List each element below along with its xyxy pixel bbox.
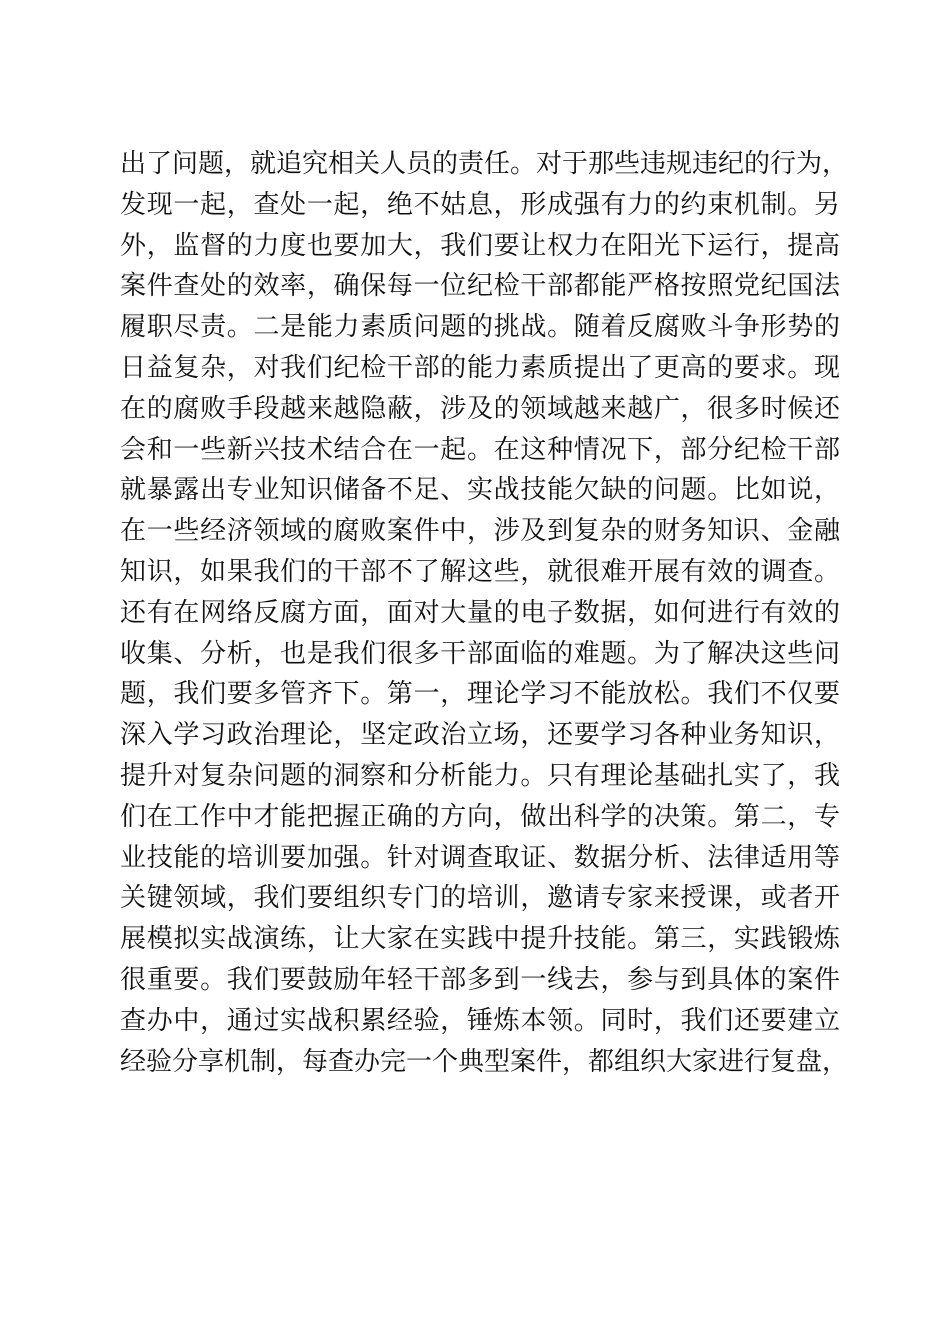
- text-line: 收集、分析，也是我们很多干部面临的难题。为了解决这些问: [120, 638, 840, 669]
- text-line: 们在工作中才能把握正确的方向，做出科学的决策。第二，专: [120, 801, 840, 832]
- text-line: 提升对复杂问题的洞察和分析能力。只有理论基础扎实了，我: [120, 760, 840, 791]
- text-line: 题，我们要多管齐下。第一，理论学习不能放松。我们不仅要: [120, 679, 840, 710]
- text-line: 展模拟实战演练，让大家在实践中提升技能。第三，实践锻炼: [120, 924, 840, 955]
- text-line: 查办中，通过实战积累经验，锤炼本领。同时，我们还要建立: [120, 1005, 840, 1036]
- text-line: 还有在网络反腐方面，面对大量的电子数据，如何进行有效的: [120, 597, 840, 628]
- text-line: 发现一起，查处一起，绝不姑息，形成强有力的约束机制。另: [120, 189, 840, 220]
- text-line: 关键领域，我们要组织专门的培训，邀请专家来授课，或者开: [120, 883, 840, 914]
- text-line: 会和一些新兴技术结合在一起。在这种情况下，部分纪检干部: [120, 434, 840, 465]
- text-line: 履职尽责。二是能力素质问题的挑战。随着反腐败斗争形势的: [120, 312, 840, 343]
- text-line: 深入学习政治理论，坚定政治立场，还要学习各种业务知识，: [120, 720, 840, 751]
- text-line: 在一些经济领域的腐败案件中，涉及到复杂的财务知识、金融: [120, 516, 840, 547]
- text-line: 案件查处的效率，确保每一位纪检干部都能严格按照党纪国法: [120, 271, 840, 302]
- text-line: 业技能的培训要加强。针对调查取证、数据分析、法律适用等: [120, 842, 840, 873]
- text-line: 很重要。我们要鼓励年轻干部多到一线去，参与到具体的案件: [120, 964, 840, 995]
- text-line: 经验分享机制，每查办完一个典型案件，都组织大家进行复盘，: [120, 1046, 849, 1077]
- text-line: 外，监督的力度也要加大，我们要让权力在阳光下运行，提高: [120, 230, 840, 261]
- text-line: 知识，如果我们的干部不了解这些，就很难开展有效的调查。: [120, 556, 840, 587]
- text-line: 日益复杂，对我们纪检干部的能力素质提出了更高的要求。现: [120, 352, 840, 383]
- text-line: 在的腐败手段越来越隐蔽，涉及的领域越来越广，很多时候还: [120, 393, 840, 424]
- text-line: 就暴露出专业知识储备不足、实战技能欠缺的问题。比如说，: [120, 475, 840, 506]
- body-text: [120, 144, 849, 1082]
- text-line: 出了问题，就追究相关人员的责任。对于那些违规违纪的行为，: [120, 149, 849, 179]
